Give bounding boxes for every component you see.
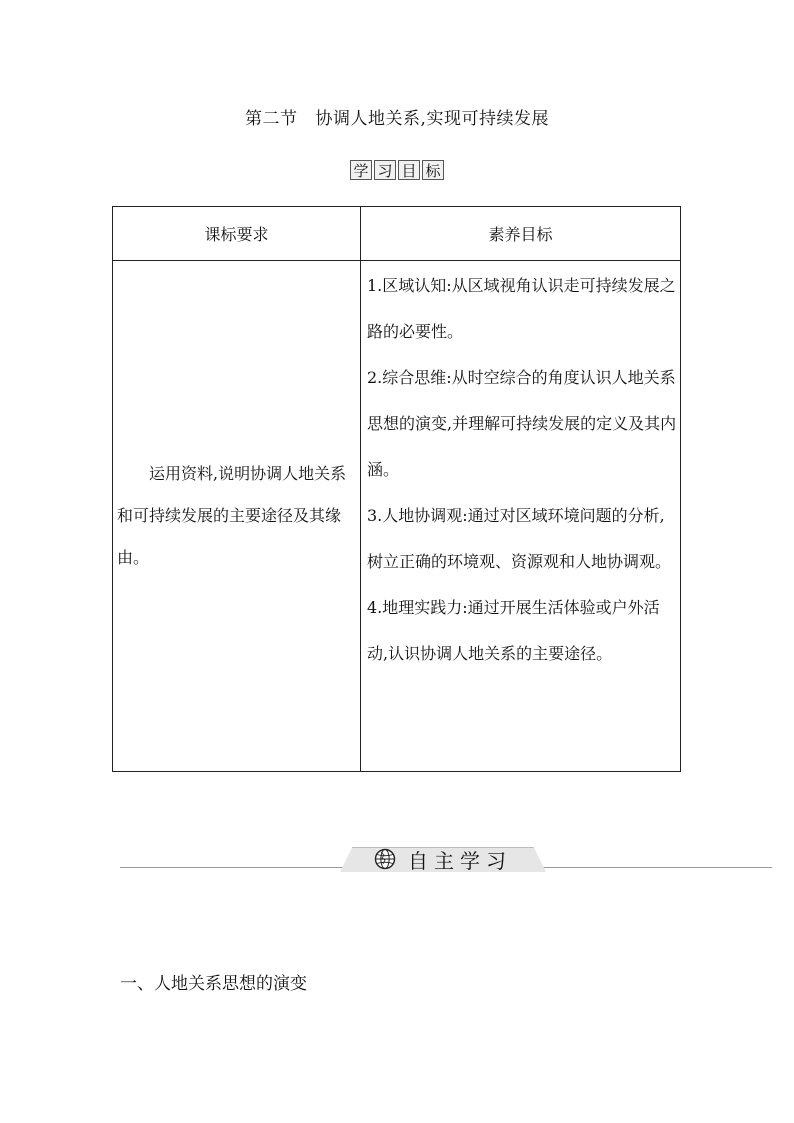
table-header-row	[113, 207, 681, 261]
banner-content	[340, 847, 546, 871]
table-row	[113, 261, 681, 772]
header-curriculum-requirement: 课标要求	[113, 207, 361, 261]
goals-table	[112, 206, 681, 772]
self-study-banner	[0, 845, 794, 875]
objective-item: 4.地理实践力:通过开展生活体验或户外活动,认识协调人地关系的主要途径。	[367, 598, 660, 663]
section-name: 协调人地关系,实现可持续发展	[315, 109, 549, 129]
curriculum-requirement-cell: 运用资料,说明协调人地关系和可持续发展的主要途径及其缘由。	[113, 261, 361, 772]
globe-icon	[374, 848, 396, 870]
banner-label: 自主学习	[408, 848, 512, 873]
subheading: 一、人地关系思想的演变	[120, 974, 307, 994]
objective-item: 2.综合思维:从时空综合的角度认识人地关系思想的演变,并理解可持续发展的定义及其内涵。	[367, 368, 677, 479]
goals-heading-char: 目	[398, 160, 420, 180]
page-title	[0, 104, 794, 129]
goals-heading-char: 标	[422, 160, 444, 180]
objective-item: 3.人地协调观:通过对区域环境问题的分析,树立正确的环境观、资源观和人地协调观。	[367, 506, 672, 571]
section-number: 第二节	[245, 109, 298, 129]
goals-heading-char: 习	[374, 160, 396, 180]
literacy-objectives-cell	[361, 261, 681, 772]
objective-item: 1.区域认知:从区域视角认识走可持续发展之路的必要性。	[367, 276, 676, 341]
header-literacy-objectives: 素养目标	[361, 207, 681, 261]
goals-heading-char: 学	[350, 160, 372, 180]
learning-goals-heading	[0, 160, 794, 180]
